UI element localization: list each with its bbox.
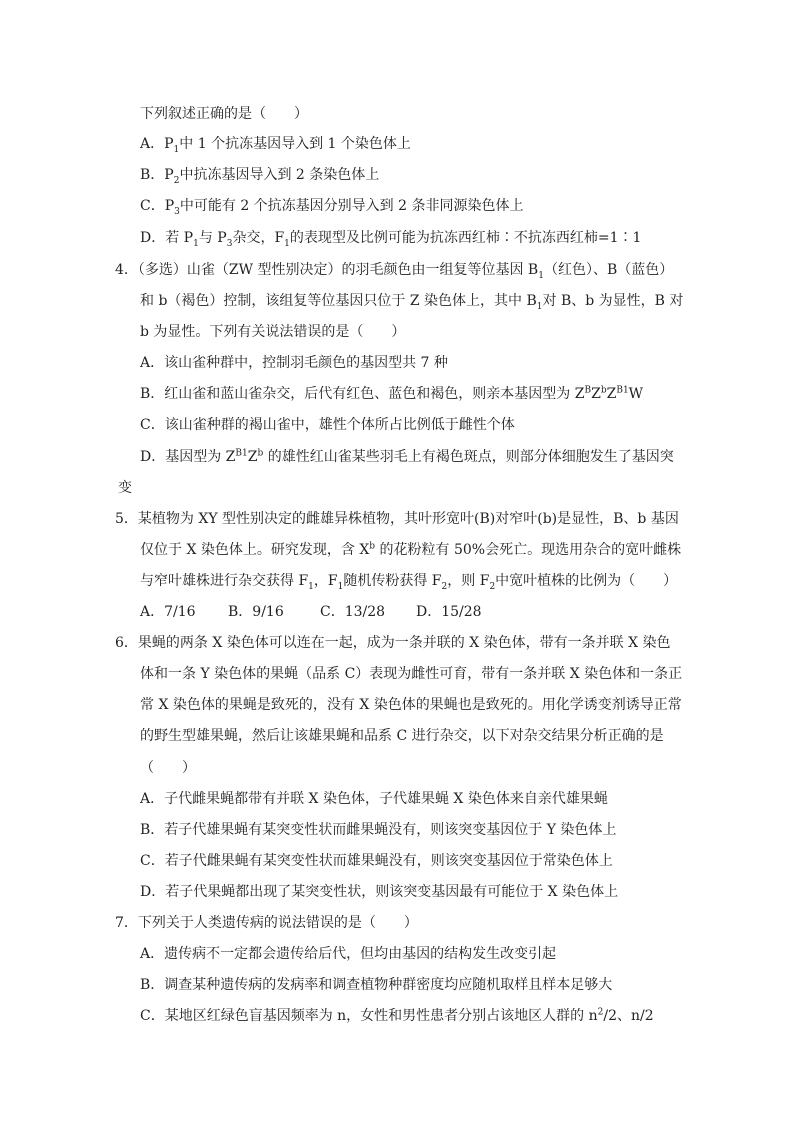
q3-stem: 下列叙述正确的是（ ） [140,106,308,122]
q4-stem-line3: b 为显性。下列有关说法错误的是（ ） [140,324,406,340]
q7-option-c: C．某地区红绿色盲基因频率为 n，女性和男性患者分别占该地区人群的 $n^2/2$、n/2 [140,1007,654,1024]
q3-option-a: A．$P_1$中 1 个抗冻基因导入到 1 个染色体上 [140,136,411,155]
q4-stem-line1: 4．（多选）山雀（ZW 型性别决定）的羽毛颜色由一组复等位基因 $B_1$（红色）、B（蓝色） [115,262,674,281]
q4-option-b: B．红山雀和蓝山雀杂交，后代有红色、蓝色和褐色，则亲本基因型为 $Z^BZ^bZ^{B1}W$ [140,385,644,402]
q5-choice-a: A．7/16 [140,604,196,620]
q6-option-b: B．若子代雄果蝇有某突变性状而雌果蝇没有，则该突变基因位于 Y 染色体上 [140,822,617,838]
q3-option-d: D．若 $P_1$与 $P_3$杂交，$F_1$的表现型及比例可能为抗冻西红柿∶不抗冻西红柿=1∶1 [140,230,642,249]
q4-option-c: C．该山雀种群的褐山雀中，雄性个体所占比例低于雌性个体 [140,417,515,433]
q6-stem-line4: 的野生型雄果蝇，然后让该雄果蝇和品系 C 进行杂交，以下对杂交结果分析正确的是 [140,728,664,744]
q7-option-a: A．遗传病不一定都会遗传给后代，但均由基因的结构发生改变引起 [140,946,557,962]
q6-option-a: A．子代雌果蝇都带有并联 X 染色体，子代雄果蝇 X 染色体来自亲代雄果蝇 [140,791,608,807]
q5-choices [140,602,482,622]
q5-stem-line1: 5．某植物为 XY 型性别决定的雌雄异株植物，其叶形宽叶(B)对窄叶(b)是显性，B、b 基因 [115,511,679,527]
q6-option-c: C．若子代雌果蝇有某突变性状而雄果蝇没有，则该突变基因位于常染色体上 [140,853,613,869]
q6-option-d: D．若子代果蝇都出现了某突变性状，则该突变基因最有可能位于 X 染色体上 [140,884,619,900]
q4-option-d: D．基因型为 $Z^{B1}Z^b$ 的雄性红山雀某些羽毛上有褐色斑点，则部分体细胞发生了基因突 [140,448,674,465]
q6-stem-line1: 6．果蝇的两条 X 染色体可以连在一起，成为一条并联的 X 染色体，带有一条并联 X 染色 [115,635,671,651]
q6-stem-line2: 体和一条 Y 染色体的果蝇（品系 C）表现为雌性可育，带有一条并联 X 染色体和一条正 [140,666,683,682]
q3-option-b: B．$P_2$中抗冻基因导入到 2 条染色体上 [140,167,380,186]
q7-stem: 7．下列关于人类遗传病的说法错误的是（ ） [115,915,418,931]
q5-choice-b: B．9/16 [228,604,284,620]
q7-option-b: B．调查某种遗传病的发病率和调查植物种群密度均应随机取样且样本足够大 [140,977,613,993]
q4-option-d-continuation: 变 [118,480,132,496]
q5-stem-line3: 与窄叶雄株进行杂交获得 $F_1$，$F_1$随机传粉获得 $F_2$，则 $F_2$中宽叶植株的比例为（ ） [140,573,678,592]
q5-choice-c: C．13/28 [320,604,386,620]
q6-stem-line5: （ ） [140,760,196,776]
q5-choice-d: D．15/28 [416,604,482,620]
q4-stem-line2: 和 b（褐色）控制，该组复等位基因只位于 Z 染色体上，其中 $B_1$对 B、b 为显性，B 对 [140,293,684,312]
q4-option-a: A．该山雀种群中，控制羽毛颜色的基因型共 7 种 [140,355,448,371]
q5-stem-line2: 仅位于 X 染色体上。研究发现，含 $X^b$ 的花粉粒有 50%会死亡。现选用杂合的宽叶雌株 [140,541,682,558]
q3-option-c: C．$P_3$中可能有 2 个抗冻基因分别导入到 2 条非同源染色体上 [140,198,524,217]
q6-stem-line3: 常 X 染色体的果蝇是致死的，没有 X 染色体的果蝇也是致死的。用化学诱变剂诱导正常 [140,697,682,713]
